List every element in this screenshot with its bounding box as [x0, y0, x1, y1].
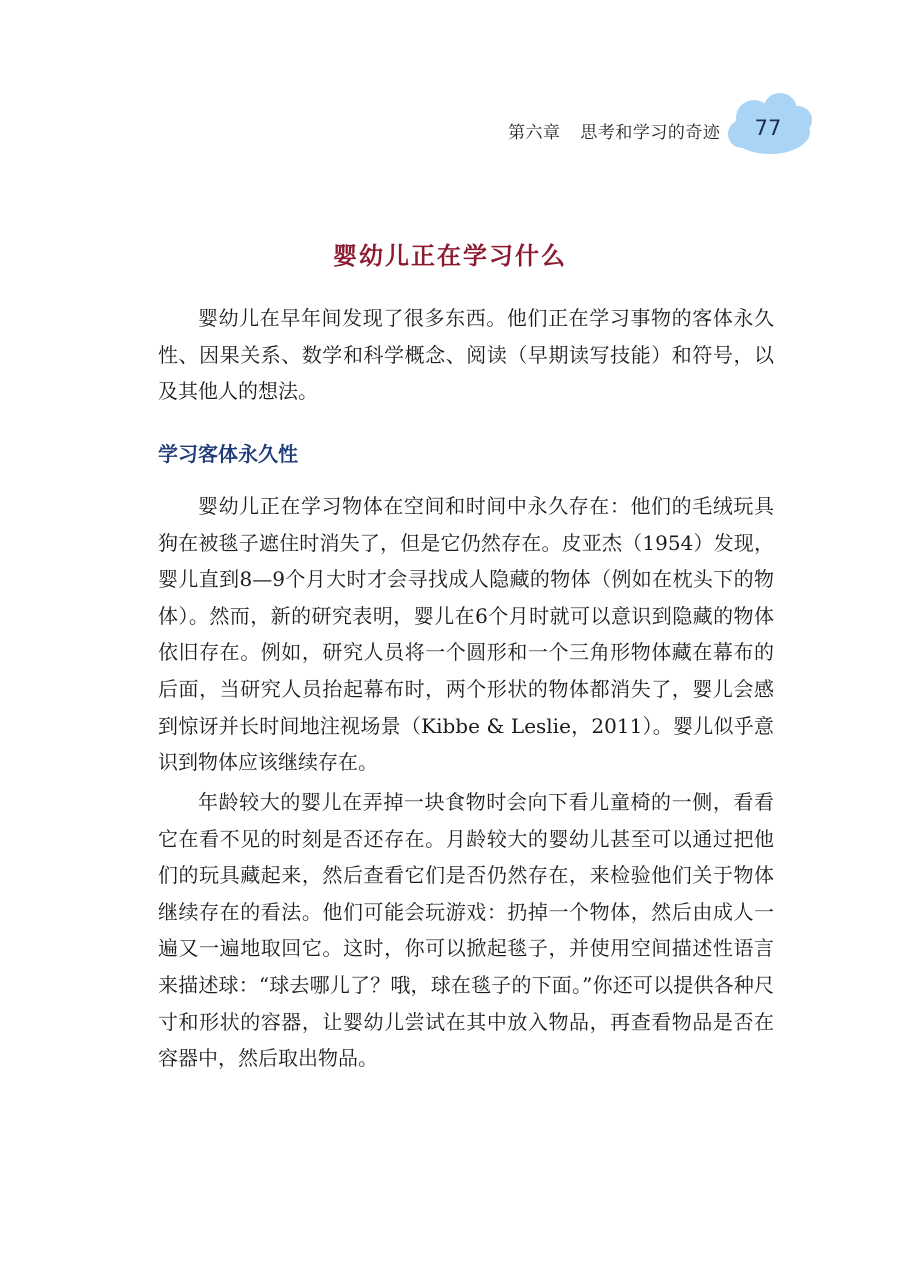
chapter-title: 思考和学习的奇迹 [580, 123, 721, 143]
chapter-number: 第六章 [508, 123, 561, 143]
running-header [508, 118, 720, 143]
section-heading: 学习客体永久性 [158, 442, 298, 466]
body-paragraph: 年龄较大的婴儿在弄掉一块食物时会向下看儿童椅的一侧，看看它在看不见的时刻是否还存在。月龄较大的婴幼儿甚至可以通过把他们的玩具藏起来，然后查看它们是否仍然存在，来检验他们关于物体继续存在的看法。他们可能会玩游戏：扔掉一个物体，然后由成人一遍又一遍地取回它。这时，你可以掀起毯子，并使用空间描述性语言来描述球：“球去哪儿了？哦，球在毯子的下面。”你还可以提供各种尺寸和形状的容器，让婴幼儿尝试在其中放入物品，再查看物品是否在容器中，然后取出物品。 [158, 790, 774, 1071]
body-paragraph: 婴幼儿正在学习物体在空间和时间中永久存在：他们的毛绒玩具狗在被毯子遮住时消失了，但是它仍然存在。皮亚杰（1954）发现，婴儿直到8—9个月大时才会寻找成人隐藏的物体（例如在枕头下的物体）。然而，新的研究表明，婴儿在6个月时就可以意识到隐藏的物体依旧存在。例如，研究人员将一个圆形和一个三角形物体藏在幕布的后面，当研究人员抬起幕布时，两个形状的物体都消失了，婴儿会感到惊讶并长时间地注视场景（Kibbe & Leslie，2011）。婴儿似乎意识到物体应该继续存在。 [158, 494, 774, 775]
page-title: 婴幼儿正在学习什么 [333, 242, 567, 270]
intro-paragraph: 婴幼儿在早年间发现了很多东西。他们正在学习事物的客体永久性、因果关系、数学和科学概念、阅读（早期读写技能）和符号，以及其他人的想法。 [158, 306, 774, 404]
page-number: 77 [754, 116, 782, 140]
